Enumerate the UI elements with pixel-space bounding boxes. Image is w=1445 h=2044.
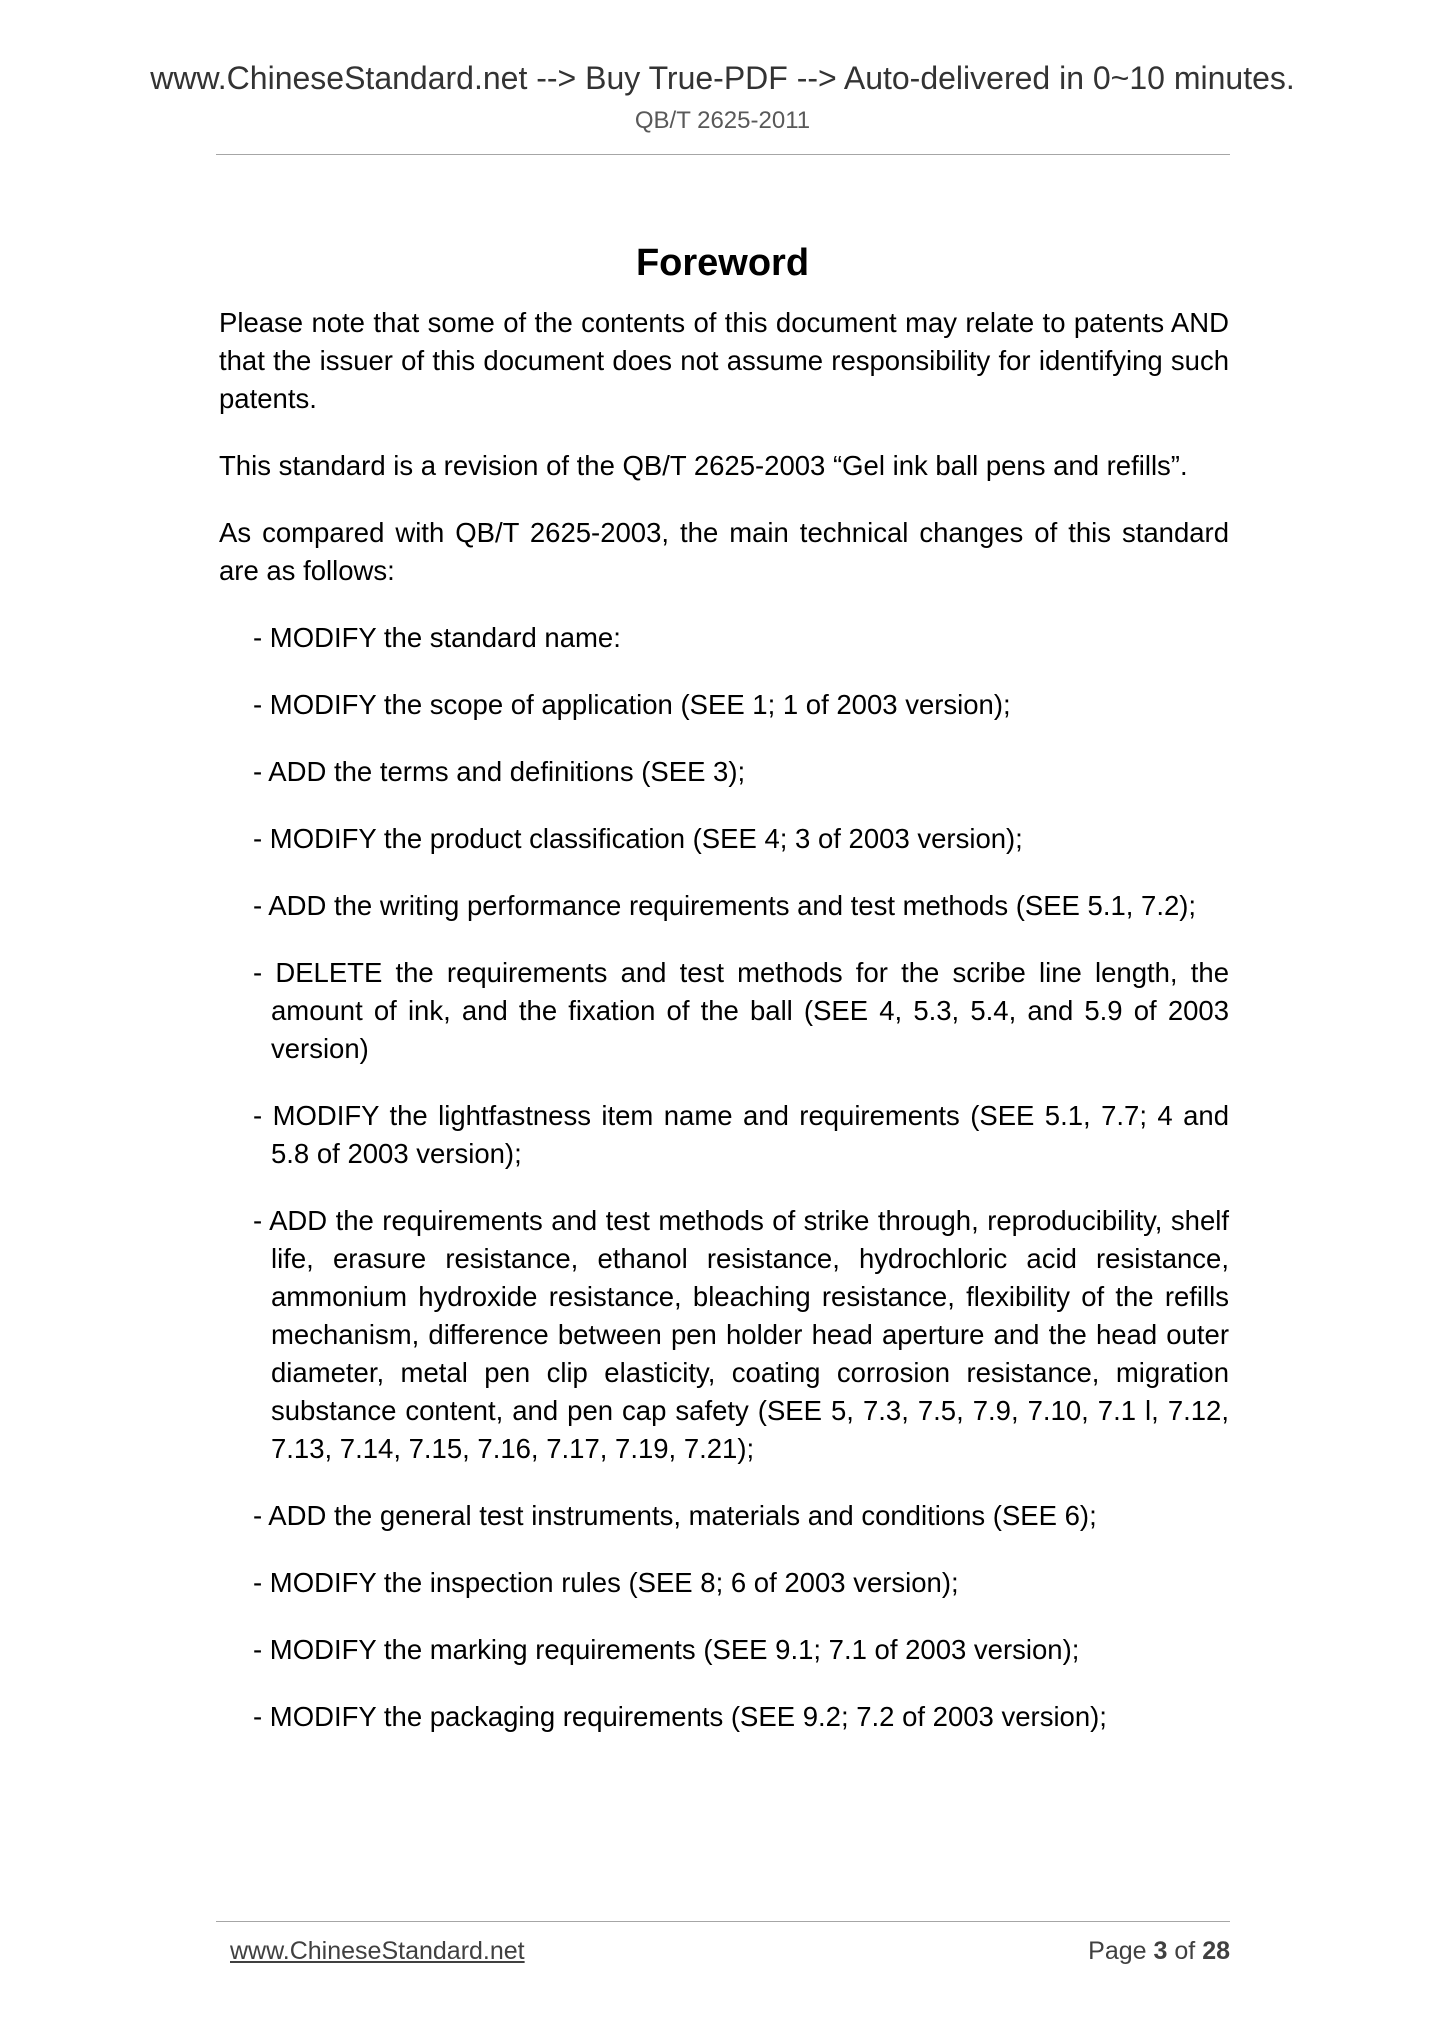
top-banner: www.ChineseStandard.net --> Buy True-PDF --> Auto-delivered in 0~10 minutes. [150, 60, 1295, 96]
list-item: - MODIFY the marking requirements (SEE 9.1; 7.1 of 2003 version); [253, 1634, 1080, 1665]
list-item: - ADD the terms and definitions (SEE 3); [253, 756, 746, 787]
page-number [1088, 1935, 1230, 1967]
list-item: - MODIFY the lightfastness item name and requirements (SEE 5.1, 7.7; 4 and 5.8 of 2003 version); [253, 1100, 1229, 1169]
changes-list [219, 619, 1229, 1736]
page-of-label: of [1174, 1937, 1196, 1965]
list-item: - MODIFY the standard name: [253, 622, 621, 653]
list-item: - MODIFY the product classification (SEE 4; 3 of 2003 version); [253, 823, 1023, 854]
list-item: - DELETE the requirements and test methods for the scribe line length, the amount of ink, and the fixation of the ball (SEE 4, 5.3, 5.4, and 5.9 of 2003 version) [253, 957, 1229, 1064]
list-item: - ADD the general test instruments, materials and conditions (SEE 6); [253, 1500, 1097, 1531]
list-item: - MODIFY the inspection rules (SEE 8; 6 of 2003 version); [253, 1567, 959, 1598]
page-label: Page [1088, 1937, 1147, 1965]
list-item: - MODIFY the scope of application (SEE 1; 1 of 2003 version); [253, 689, 1011, 720]
paragraph-revision: This standard is a revision of the QB/T 2625-2003 “Gel ink ball pens and refills”. [219, 450, 1188, 481]
foreword-body [219, 304, 1229, 1765]
page-total: 28 [1202, 1937, 1230, 1965]
list-item: - ADD the requirements and test methods of strike through, reproducibility, shelf life, erasure resistance, ethanol resistance, hydrochloric acid resistance, ammonium hydroxide resistance, bleaching resistance, flexibility of the refills mechanism, difference between pen holder head aperture and the head outer diameter, metal pen clip elasticity, coating corrosion resistance, migration substance content, and pen cap safety (SEE 5, 7.3, 7.5, 7.9, 7.10, 7.1 l, 7.12, 7.13, 7.14, 7.15, 7.16, 7.17, 7.19, 7.21); [253, 1205, 1229, 1464]
footer-divider [216, 1921, 1230, 1922]
page-current: 3 [1153, 1937, 1168, 1965]
paragraph-patents: Please note that some of the contents of this document may relate to patents AND that the issuer of this document does not assume responsibility for identifying such patents. [219, 307, 1229, 414]
footer-website-link[interactable]: www.ChineseStandard.net [230, 1937, 525, 1965]
paragraph-changes-intro: As compared with QB/T 2625-2003, the main technical changes of this standard are as follows: [219, 517, 1229, 586]
list-item: - MODIFY the packaging requirements (SEE 9.2; 7.2 of 2003 version); [253, 1701, 1107, 1732]
document-code: QB/T 2625-2011 [634, 107, 811, 134]
header-divider [216, 154, 1230, 155]
list-item: - ADD the writing performance requirements and test methods (SEE 5.1, 7.2); [253, 890, 1197, 921]
page-title: Foreword [635, 242, 810, 285]
